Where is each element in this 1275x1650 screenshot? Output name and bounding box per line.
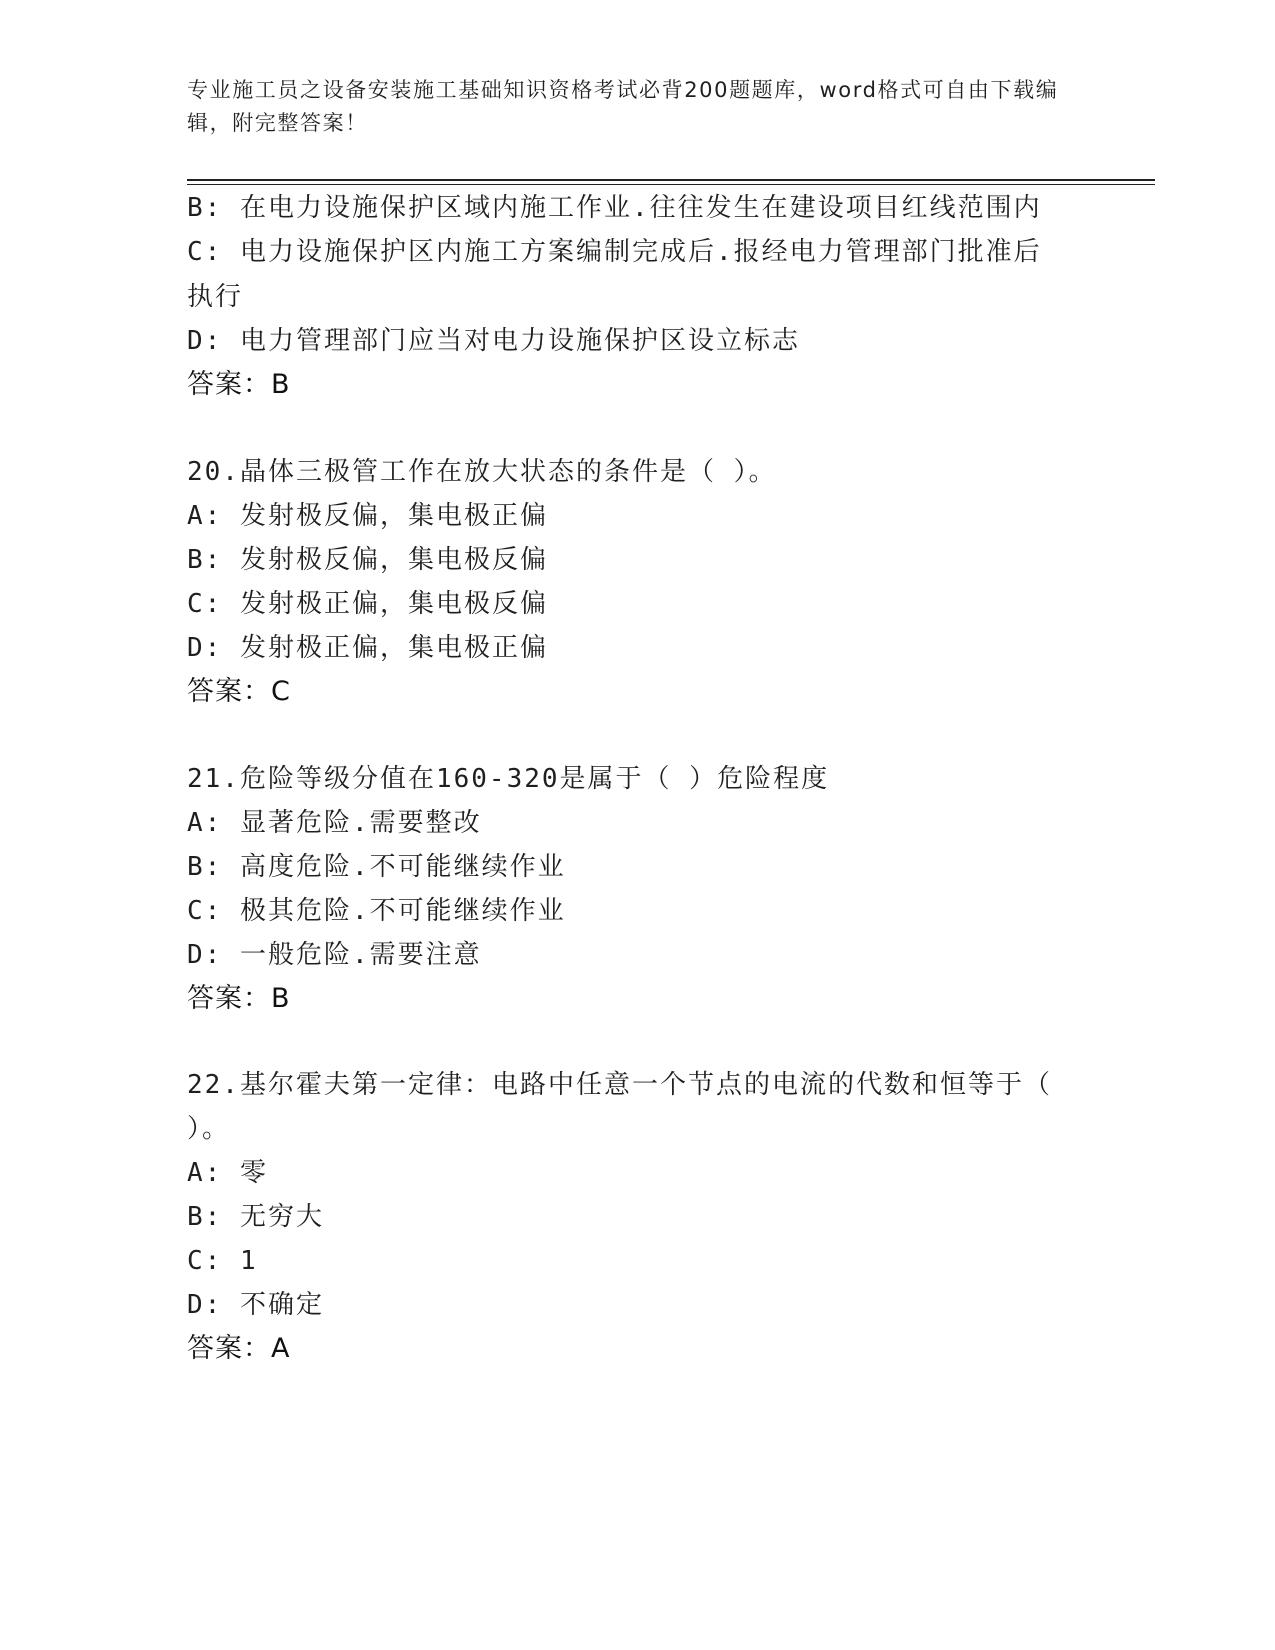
q21-option-b: B: 高度危险.不可能继续作业 [187, 852, 566, 882]
q19-option-c-line2: 执行 [187, 282, 244, 312]
q21-question: 21.危险等级分值在160-320是属于（ ）危险程度 [187, 764, 830, 794]
q21-option-c: C: 极其危险.不可能继续作业 [187, 896, 566, 926]
q21-option-d: D: 一般危险.需要注意 [187, 940, 482, 970]
q21-option-a: A: 显著危险.需要整改 [187, 808, 482, 838]
q19-option-b: B: 在电力设施保护区域内施工作业.往往发生在建设项目红线范围内 [187, 193, 1042, 223]
q22-question-line2: ）。 [187, 1114, 231, 1144]
q20-option-c: C: 发射极正偏，集电极反偏 [187, 589, 548, 619]
q22-option-b: B: 无穷大 [187, 1202, 324, 1232]
q20-option-a: A: 发射极反偏，集电极正偏 [187, 501, 548, 531]
q22-answer: 答案：A [187, 1333, 291, 1364]
q20-option-d: D: 发射极正偏，集电极正偏 [187, 633, 548, 663]
q22-question-line1: 22.基尔霍夫第一定律：电路中任意一个节点的电流的代数和恒等于（ [187, 1070, 1052, 1100]
q21-answer: 答案：B [187, 983, 291, 1014]
q20-question: 20.晶体三极管工作在放大状态的条件是（ ）。 [187, 457, 777, 487]
q19-answer: 答案：B [187, 369, 291, 400]
q20-answer: 答案：C [187, 676, 291, 707]
q22-option-a: A: 零 [187, 1158, 268, 1188]
q19-option-d: D: 电力管理部门应当对电力设施保护区设立标志 [187, 326, 800, 356]
q19-option-c-line1: C: 电力设施保护区内施工方案编制完成后.报经电力管理部门批准后 [187, 237, 1042, 267]
header-divider-thick [187, 179, 1155, 181]
header-divider-thin [187, 184, 1155, 185]
q20-option-b: B: 发射极反偏，集电极反偏 [187, 545, 548, 575]
q22-option-d: D: 不确定 [187, 1290, 324, 1320]
document-header: 专业施工员之设备安装施工基础知识资格考试必背200题题库，word格式可自由下载编辑，附完整答案！ [187, 78, 1059, 135]
q22-option-c: C: 1 [187, 1246, 258, 1276]
